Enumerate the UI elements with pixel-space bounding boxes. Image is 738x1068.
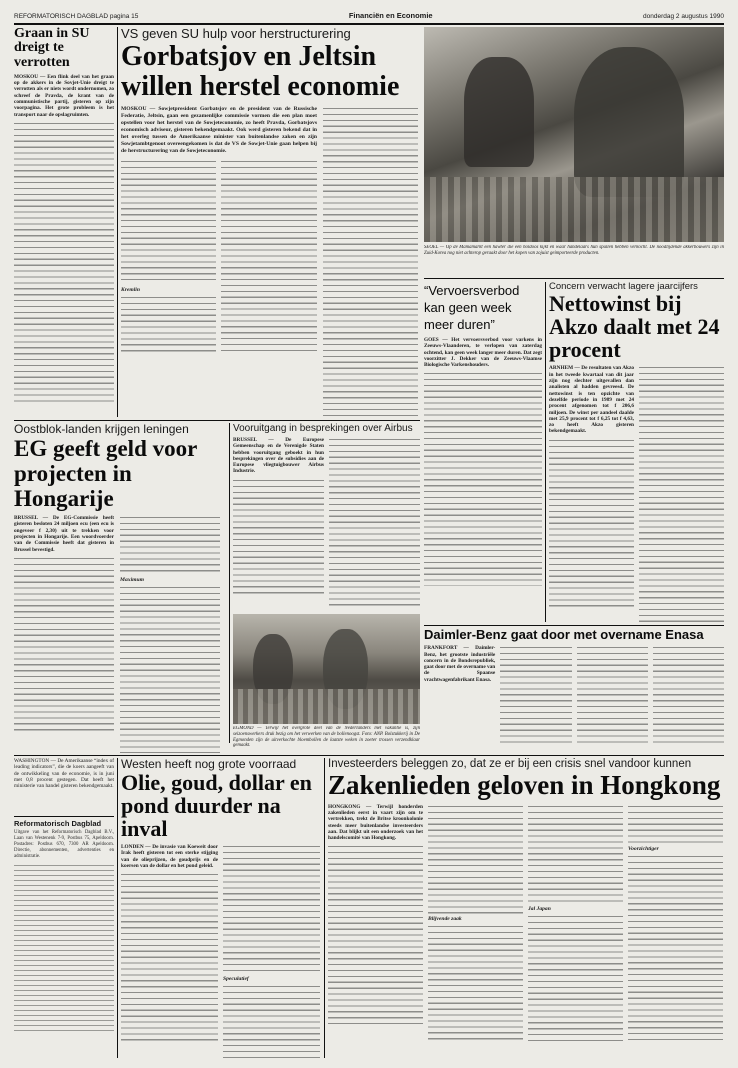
hongkong-body-col4	[628, 804, 723, 844]
hongkong-subhead-1: Blijvende zaak	[428, 915, 462, 922]
section-rule	[424, 278, 724, 279]
olie-body-col2	[223, 844, 320, 974]
colofon-box	[14, 819, 114, 1059]
hongkong-body-col1	[328, 844, 423, 1024]
masthead-date: donderdag 2 augustus 1990	[643, 13, 724, 20]
oostblok-headline: EG geeft geld voor projecten in Hongarije	[14, 436, 197, 512]
section-rule	[14, 816, 114, 817]
hongkong-body-col3	[528, 804, 623, 904]
oostblok-subhead: Maximum	[120, 577, 144, 584]
gorbatsjov-body-col3	[323, 106, 418, 417]
column-rule	[117, 758, 118, 1058]
airbus-body-col1	[233, 478, 324, 598]
washington-lead: WASHINGTON — De Amerikaanse “index of leading indicators”, die de koers aangeeft van de ontwikkeling van de economie, is in juni met 0,8 procent gestegen. Dat heeft het ministerie van handel gisteren bekendgemaakt.	[14, 758, 114, 790]
hongkong-kicker: Investeerders beleggen zo, dat ze er bij een crisis snel vandoor kunnen	[328, 758, 692, 770]
egmond-bulbs-photo	[233, 614, 420, 724]
masthead-section-title: Financiën en Economie	[348, 11, 433, 20]
olie-body-col1	[121, 872, 218, 1042]
colofon-title: Reformatorisch Dagblad	[14, 819, 102, 828]
graan-body	[14, 121, 114, 406]
daimler-lead: FRANKFORT — Daimler-Benz, het grootste industriële concern in de Bondsrepubliek, gaat door met de overname van de Spaanse vrachtwagenfabrikant Enasa.	[424, 645, 496, 683]
gorbatsjov-body-col1	[121, 159, 216, 285]
column-rule	[117, 27, 118, 417]
olie-kicker: Westen heeft nog grote voorraad	[121, 758, 297, 771]
olie-article	[121, 758, 321, 1058]
akzo-kicker: Concern verwacht lagere jaarcijfers	[549, 282, 698, 292]
masthead-newspaper-name: REFORMATORISCH DAGBLAD pagina 15	[14, 13, 139, 20]
column-rule	[324, 758, 325, 1058]
vervoersverbod-body	[424, 371, 542, 586]
section-rule	[14, 755, 724, 756]
hongkong-headline: Zakenlieden geloven in Hongkong	[328, 769, 721, 800]
gorbatsjov-body-col1b	[121, 295, 216, 355]
egmond-caption-box	[233, 726, 420, 752]
daimler-headline: Daimler-Benz gaat door met overname Enasa	[424, 628, 704, 642]
graan-lead: MOSKOU — Een flink deel van het graan op de akkers in de Sovjet-Unie dreigt te verrotten als er niets wordt ondernomen, zo schreef de Pravda, de krant van de communistische partij, gisteren op zijn voorpagina. Het grote probleem is het transport naar de opslagruimten.	[14, 73, 114, 118]
masthead-rule	[14, 23, 724, 25]
hongkong-body-col2b	[428, 924, 523, 1044]
hongkong-body-col3b	[528, 914, 623, 1044]
hongkong-body-col2	[428, 804, 523, 914]
gorbatsjov-headline: Gorbatsjov en Jeltsin willen herstel economie	[121, 41, 400, 103]
oostblok-body-col1	[14, 556, 114, 734]
oostblok-lead: BRUSSEL — De EG-Commissie heeft gisteren besloten 24 miljoen ecu (een ecu is ongeveer f 2,30) uit te trekken voor projecten in Hongarije. Een woordvoerder van de Commissie heeft dat gisteren in Brussel bevestigd.	[14, 515, 114, 553]
hongkong-subhead-3: Voorzichtiger	[628, 845, 659, 852]
hongkong-lead: HONGKONG — Terwijl honderden zakenlieden eerst in vaart zijn om te vertrekken, trekt de Britse kroonkolonie steeds meer buitenlandse investeerders aan. Dat blijkt uit een onderzoek van het handelscomité van Hongkong.	[328, 803, 423, 842]
daimler-body-col2	[500, 645, 571, 745]
gorbatsjov-body-col2	[221, 159, 317, 355]
gorbatsjov-article	[121, 27, 418, 417]
page-masthead	[14, 6, 724, 22]
oostblok-body-col2b	[120, 585, 220, 753]
column-rule	[229, 423, 230, 743]
washington-article	[14, 758, 114, 814]
hongkong-article	[328, 758, 724, 1058]
seoel-caption: SEOEL — Op de Mamamarkt een hawter die een holdoos kijkt en waar handelaars hun spullen hebben verkocht. De noodlijdende akkerbouwers zijn in Zuid-Korea nog niet achterop geraakt door het kopen van zojuist geimporteerde producten.	[424, 245, 724, 256]
oostblok-article	[14, 423, 226, 753]
colofon-text: Uitgave van het Reformatorisch Dagblad B.V., Laan van Westenenk 7-9, Postbus 75, Apeldoorn. Postadres: Postbus 670, 7300 AR Apeldoorn. Directie, abonnementen, advertenties en administratie.	[14, 830, 114, 859]
daimler-body-col3	[577, 645, 648, 745]
oostblok-kicker: Oostblok-landen krijgen leningen	[14, 423, 189, 436]
hongkong-subhead-2: Jal Japan	[528, 905, 551, 912]
egmond-caption: EGMOND — Terwijl het overgrote deel van de Nederlanders met vakantie is, zijn seizoenswerkers druk bezig om het verwerken van de bollenoogst. Foto: ANP. Bolstukkerij in De Egmonden zijn de uitverkochte bloembollen de laatste weken in zoeter trossen verzendklaar gemaakt.	[233, 726, 420, 749]
olie-subhead: Speculatief	[223, 976, 249, 983]
olie-lead: LONDEN — De invasie van Koeweit door Irak heeft gisteren tot een sterke stijging van de olieprijzen, de goudprijs en de koersen van de dollar en het pond geleid.	[121, 844, 218, 870]
airbus-body-col2	[329, 437, 420, 607]
section-rule	[14, 420, 420, 421]
olie-body-col2b	[223, 984, 320, 1058]
akzo-body-col1	[549, 438, 634, 608]
vervoersverbod-headline: “Vervoersverbod kan geen week meer duren”	[424, 283, 520, 332]
seoel-market-photo	[424, 27, 724, 242]
akzo-article	[549, 282, 724, 622]
vervoersverbod-lead: GOES — Het vervoersverbod voor varkens in Zeeuws-Vlaanderen, te verlopen van zaterdag ochtend, kan geen week langer meer duren. Dat zegt voorzitter J. Dekker van de Zeeuws-Vlaamse Biologische Varkenshouders.	[424, 337, 542, 369]
akzo-body-col2	[639, 365, 724, 622]
vervoersverbod-article	[424, 282, 542, 622]
airbus-kicker: Vooruitgang in besprekingen over Airbus	[233, 423, 413, 434]
gorbatsjov-subhead: Kremlin	[121, 286, 140, 293]
airbus-lead: BRUSSEL — De Europese Gemeenschap en de Verenigde Staten hebben vooruitgang geboekt in hun besprekingen over de subsidies aan de Europese vliegtuigbouwer Airbus Industrie.	[233, 437, 324, 475]
akzo-headline: Nettowinst bij Akzo daalt met 24 procent	[549, 291, 720, 363]
daimler-body-col4	[653, 645, 724, 745]
graan-article	[14, 27, 114, 417]
colofon-details	[14, 863, 114, 1033]
hongkong-body-col4b	[628, 854, 723, 1044]
olie-headline: Olie, goud, dollar en pond duurder na inval	[121, 770, 312, 842]
seoel-caption-box	[424, 245, 724, 275]
akzo-lead: ARNHEM — De resultaten van Akzo in het tweede kwartaal van dit jaar zijn nog slechter uitgevallen dan analisten al hadden gevreesd. De nettowinst is ten opzichte van dezelfde periode in 1989 met 24 procent afgenomen tot f 206,6 miljoen. De winst per aandeel daalde met 25,9 procent tot f 6,25 tot f 4,63, zo heeft Akzo gisteren bekendgemaakt.	[549, 365, 634, 435]
oostblok-body-col2	[120, 515, 220, 575]
section-rule	[424, 625, 724, 626]
gorbatsjov-kicker: VS geven SU hulp voor herstructurering	[121, 27, 351, 41]
airbus-article	[233, 423, 420, 613]
graan-headline: Graan in SU dreigt te verrotten	[14, 27, 90, 70]
daimler-article	[424, 628, 724, 750]
gorbatsjov-lead: MOSKOU — Sowjetpresident Gorbatsjov en de president van de Russische Federatie, Jeltsin, gaan een gezamenlijke commissie vormen die een plan moet opstellen voor het herstel van de Sowjeteconomie, zo heeft Pravda, Gorbatsjovs economisch adviseur, gisteren bekendgemaakt. Ook werd gisteren bekend dat in het overleg tussen de Amerikaanse minister van buitenlandse zaken en zijn Sowjetambtgenoot overeengekomen is dat de VS de Sowjet-Unie gaan helpen bij de herstructurering van de Sowjeteconomie.	[121, 106, 317, 154]
column-rule	[545, 282, 546, 622]
